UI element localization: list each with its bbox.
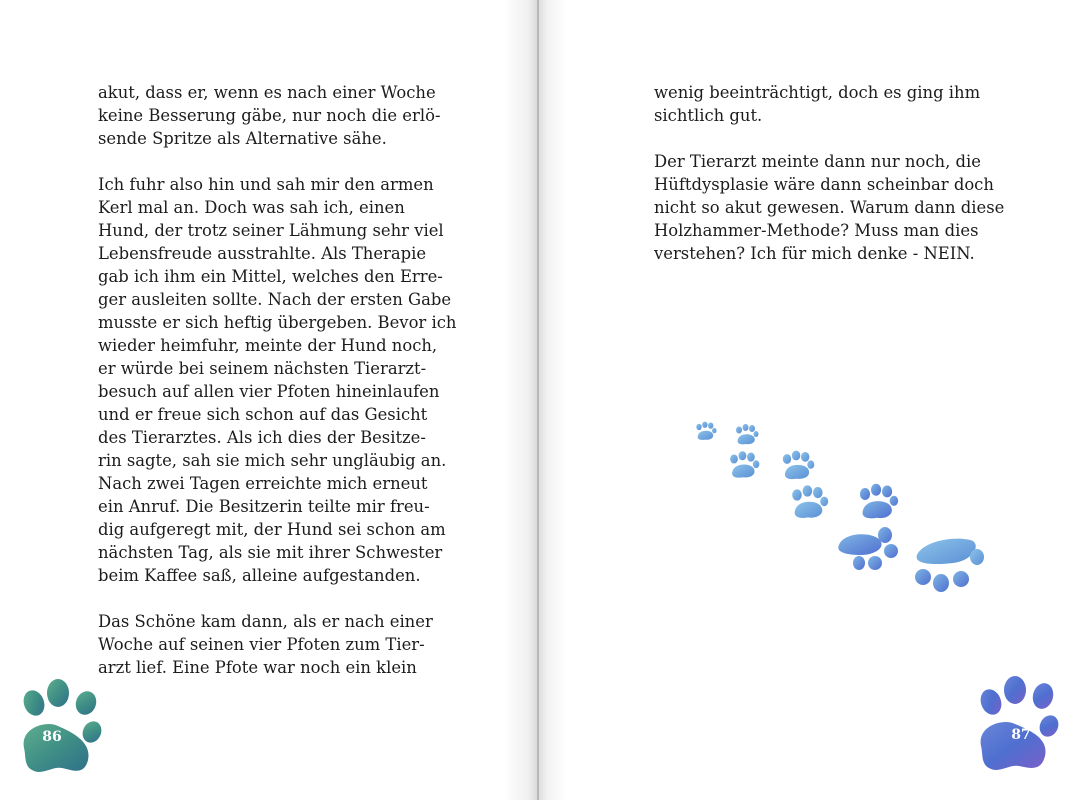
left-page-text bbox=[98, 81, 457, 679]
text-line: dig aufgeregt mit, der Hund sei schon am bbox=[98, 520, 446, 539]
text-line: und er freue sich schon auf das Gesicht bbox=[98, 405, 428, 424]
paragraph-gap bbox=[98, 587, 438, 610]
text-line: nächsten Tag, als sie mit ihrer Schwester bbox=[98, 543, 443, 562]
paragraph-gap bbox=[654, 127, 994, 150]
text-line: Ich fuhr also hin und sah mir den armen bbox=[98, 175, 434, 194]
right-page-text bbox=[654, 81, 1005, 265]
text-line: Kerl mal an. Doch was sah ich, einen bbox=[98, 198, 405, 217]
text-line: sende Spritze als Alternative sähe. bbox=[98, 129, 387, 148]
text-line: keine Besserung gäbe, nur noch die erlö- bbox=[98, 106, 441, 125]
text-line: des Tierarztes. Als ich dies der Besitze- bbox=[98, 428, 426, 447]
text-line: Woche auf seinen vier Pfoten zum Tier- bbox=[98, 635, 425, 654]
text-line: Der Tierarzt meinte dann nur noch, die bbox=[654, 152, 981, 171]
page-number: 86 bbox=[42, 729, 62, 745]
text-line: arzt lief. Eine Pfote war noch ein klein bbox=[98, 658, 417, 677]
text-line: Nach zwei Tagen erreichte mich erneut bbox=[98, 474, 428, 493]
text-line: Das Schöne kam dann, als er nach einer bbox=[98, 612, 433, 631]
text-line: wieder heimfuhr, meinte der Hund noch, bbox=[98, 336, 438, 355]
text-line: Holzhammer-Methode? Muss man dies bbox=[654, 221, 979, 240]
page-number: 87 bbox=[1011, 727, 1031, 743]
text-line: Hund, der trotz seiner Lähmung sehr viel bbox=[98, 221, 444, 240]
text-line: ein Anruf. Die Besitzerin teilte mir freu- bbox=[98, 497, 430, 516]
text-line: er würde bei seinem nächsten Tierarzt- bbox=[98, 359, 427, 378]
text-line: rin sagte, sah sie mich sehr ungläubig an. bbox=[98, 451, 447, 470]
text-line: gab ich ihm ein Mittel, welches den Erre- bbox=[98, 267, 443, 286]
paw-trail-icon bbox=[679, 415, 1009, 600]
text-line: musste er sich heftig übergeben. Bevor ich bbox=[98, 313, 457, 332]
text-line: ger ausleiten sollte. Nach der ersten Gabe bbox=[98, 290, 452, 309]
text-line: beim Kaffee saß, alleine aufgestanden. bbox=[98, 566, 421, 585]
text-line: Hüftdysplasie wäre dann scheinbar doch bbox=[654, 175, 994, 194]
text-line: akut, dass er, wenn es nach einer Woche bbox=[98, 83, 436, 102]
right-gutter-shadow bbox=[539, 0, 567, 800]
text-line: nicht so akut gewesen. Warum dann diese bbox=[654, 198, 1005, 217]
left-gutter-shadow bbox=[503, 0, 539, 800]
text-line: besuch auf allen vier Pfoten hineinlaufen bbox=[98, 382, 440, 401]
paragraph-gap bbox=[98, 150, 438, 173]
right-page bbox=[539, 0, 1078, 800]
text-line: sichtlich gut. bbox=[654, 106, 763, 125]
text-line: verstehen? Ich für mich denke - NEIN. bbox=[654, 244, 975, 263]
text-line: Lebensfreude ausstrahlte. Als Therapie bbox=[98, 244, 427, 263]
text-line: wenig beeinträchtigt, doch es ging ihm bbox=[654, 83, 981, 102]
